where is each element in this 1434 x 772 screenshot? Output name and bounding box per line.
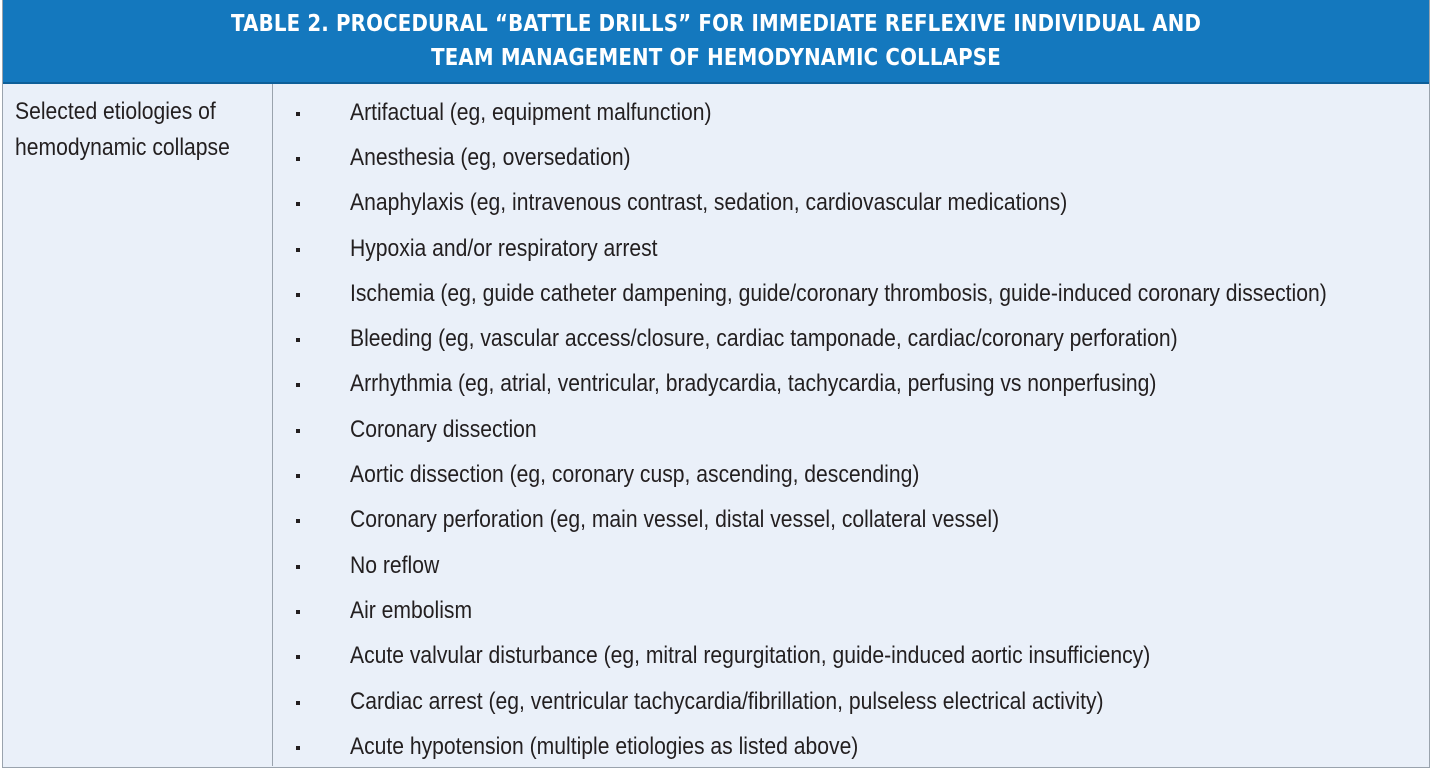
bullet-icon [296,293,300,297]
bullet-icon [296,746,300,750]
list-item [273,407,1429,452]
bullet-icon [296,338,300,342]
list-item-text: Hypoxia and/or respiratory arrest [350,234,658,262]
bullet-icon [296,519,300,523]
list-item-text: Acute hypotension (multiple etiologies as listed above) [350,732,859,760]
list-item [273,543,1429,588]
list-item [273,181,1429,226]
table-body [3,84,1429,766]
bullet-icon [296,474,300,478]
row-label [15,94,230,166]
list-item-text: Air embolism [350,596,473,624]
bullet-icon [296,610,300,614]
list-item-text: Arrhythmia (eg, atrial, ventricular, bradycardia, tachycardia, perfusing vs nonperfusing) [350,370,1157,398]
list-item-text: Coronary perforation (eg, main vessel, distal vessel, collateral vessel) [350,506,1000,534]
list-item [273,362,1429,407]
bullet-icon [296,157,300,161]
list-item-text: Coronary dissection [350,415,537,443]
list-item [273,634,1429,679]
list-item-text: Anaphylaxis (eg, intravenous contrast, sedation, cardiovascular medications) [350,189,1068,217]
etiology-list-cell [273,84,1429,766]
bullet-icon [296,112,300,116]
list-item [273,226,1429,271]
list-item [273,498,1429,543]
list-item-text: Artifactual (eg, equipment malfunction) [350,98,712,126]
list-item [273,452,1429,497]
table-title-line-1: TABLE 2. PROCEDURAL “BATTLE DRILLS” FOR IMMEDIATE REFLEXIVE INDIVIDUAL AND [230,11,1202,37]
list-item-text: Cardiac arrest (eg, ventricular tachycardia/fibrillation, pulseless electrical activity) [350,687,1104,715]
list-item [273,724,1429,769]
list-item [273,135,1429,180]
row-label-line-2: hemodynamic collapse [15,134,230,161]
list-item [273,271,1429,316]
list-item-text: Ischemia (eg, guide catheter dampening, guide/coronary thrombosis, guide-induced coronary dissection) [350,279,1327,307]
bullet-icon [296,248,300,252]
list-item [273,588,1429,633]
etiology-list [273,90,1429,769]
etiologies-table [2,0,1430,768]
list-item [273,679,1429,724]
table-title [3,0,1429,84]
list-item-text: Anesthesia (eg, oversedation) [350,143,631,171]
table-title-line-2: TEAM MANAGEMENT OF HEMODYNAMIC COLLAPSE [431,45,1001,71]
bullet-icon [296,565,300,569]
bullet-icon [296,383,300,387]
row-label-line-1: Selected etiologies of [15,98,216,125]
list-item-text: No reflow [350,551,440,579]
bullet-icon [296,655,300,659]
list-item-text: Aortic dissection (eg, coronary cusp, ascending, descending) [350,461,920,489]
bullet-icon [296,202,300,206]
list-item [273,316,1429,361]
list-item [273,90,1429,135]
bullet-icon [296,701,300,705]
table-title-text [231,7,1201,75]
list-item-text: Bleeding (eg, vascular access/closure, cardiac tamponade, cardiac/coronary perforation) [350,325,1178,353]
bullet-icon [296,429,300,433]
list-item-text: Acute valvular disturbance (eg, mitral regurgitation, guide-induced aortic insufficiency) [350,642,1151,670]
row-label-cell [3,84,273,766]
